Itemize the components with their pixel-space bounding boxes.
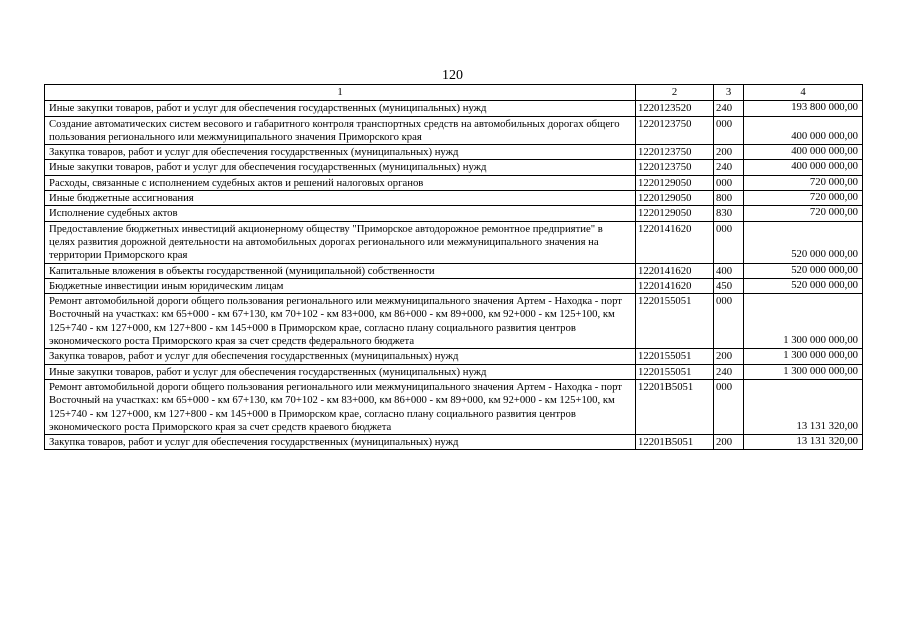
row-amount-cell: 13 131 320,00 <box>744 435 863 450</box>
table-row <box>45 206 863 221</box>
row-code-cell: 1220141620 <box>636 221 714 263</box>
row-amount-cell: 400 000 000,00 <box>744 160 863 175</box>
row-name-cell: Капитальные вложения в объекты государственной (муниципальной) собственности <box>45 263 636 278</box>
table-row <box>45 101 863 116</box>
row-code-cell: 1220129050 <box>636 206 714 221</box>
row-code-cell: 1220155051 <box>636 349 714 364</box>
row-name-cell: Иные закупки товаров, работ и услуг для обеспечения государственных (муниципальных) нужд <box>45 160 636 175</box>
row-type-cell: 830 <box>714 206 744 221</box>
row-code-cell: 1220129050 <box>636 191 714 206</box>
table-row <box>45 116 863 145</box>
row-code-cell: 1220123750 <box>636 160 714 175</box>
table-row <box>45 294 863 349</box>
table-row <box>45 263 863 278</box>
row-amount-cell: 13 131 320,00 <box>744 379 863 434</box>
table-row <box>45 160 863 175</box>
row-amount-cell: 520 000 000,00 <box>744 278 863 293</box>
row-amount-cell: 720 000,00 <box>744 206 863 221</box>
row-type-cell: 200 <box>714 349 744 364</box>
row-amount-cell: 520 000 000,00 <box>744 221 863 263</box>
header-cell-4: 4 <box>744 85 863 101</box>
row-name-cell: Предоставление бюджетных инвестиций акционерному обществу "Приморское автодорожное ремонтное предприятие" в целях развития дорожной деятельности на автомобильных дорогах регионального или межмуниципального значения на территории Приморского края <box>45 221 636 263</box>
table-row <box>45 364 863 379</box>
row-code-cell: 1220141620 <box>636 263 714 278</box>
header-cell-3: 3 <box>714 85 744 101</box>
table-row <box>45 349 863 364</box>
row-code-cell: 12201В5051 <box>636 435 714 450</box>
row-amount-cell: 400 000 000,00 <box>744 116 863 145</box>
row-code-cell: 1220129050 <box>636 175 714 190</box>
table-header-row <box>45 85 863 101</box>
row-code-cell: 1220123750 <box>636 116 714 145</box>
budget-table <box>44 84 863 450</box>
row-code-cell: 1220155051 <box>636 294 714 349</box>
row-name-cell: Ремонт автомобильной дороги общего пользования регионального или межмуниципального значения Артем - Находка - порт Восточный на участках: км 65+000 - км 67+130, км 70+102 - км 83+000, км 86+000 - км 89+000, км 92+000 - км 125+100, км 125+740 - км 127+000, км 127+800 - км 145+000 в Приморском крае, согласно плану социального развития центров экономического роста Приморского края за счет средств федерального бюджета <box>45 294 636 349</box>
row-type-cell: 000 <box>714 221 744 263</box>
row-type-cell: 240 <box>714 101 744 116</box>
row-name-cell: Иные закупки товаров, работ и услуг для обеспечения государственных (муниципальных) нужд <box>45 101 636 116</box>
row-amount-cell: 193 800 000,00 <box>744 101 863 116</box>
row-amount-cell: 1 300 000 000,00 <box>744 294 863 349</box>
row-type-cell: 000 <box>714 294 744 349</box>
row-type-cell: 240 <box>714 160 744 175</box>
row-type-cell: 240 <box>714 364 744 379</box>
row-type-cell: 450 <box>714 278 744 293</box>
row-type-cell: 000 <box>714 379 744 434</box>
table-row <box>45 278 863 293</box>
table-row <box>45 379 863 434</box>
table-body <box>45 85 863 450</box>
row-name-cell: Закупка товаров, работ и услуг для обеспечения государственных (муниципальных) нужд <box>45 145 636 160</box>
page-number: 120 <box>442 68 463 83</box>
row-type-cell: 800 <box>714 191 744 206</box>
row-name-cell: Исполнение судебных актов <box>45 206 636 221</box>
row-type-cell: 000 <box>714 175 744 190</box>
row-name-cell: Иные закупки товаров, работ и услуг для обеспечения государственных (муниципальных) нужд <box>45 364 636 379</box>
table-row <box>45 435 863 450</box>
table-row <box>45 145 863 160</box>
row-code-cell: 1220123750 <box>636 145 714 160</box>
row-code-cell: 12201В5051 <box>636 379 714 434</box>
row-name-cell: Закупка товаров, работ и услуг для обеспечения государственных (муниципальных) нужд <box>45 435 636 450</box>
row-name-cell: Бюджетные инвестиции иным юридическим лицам <box>45 278 636 293</box>
row-type-cell: 400 <box>714 263 744 278</box>
row-amount-cell: 1 300 000 000,00 <box>744 364 863 379</box>
row-name-cell: Расходы, связанные с исполнением судебных актов и решений налоговых органов <box>45 175 636 190</box>
header-cell-1: 1 <box>45 85 636 101</box>
row-code-cell: 1220123520 <box>636 101 714 116</box>
header-cell-2: 2 <box>636 85 714 101</box>
row-amount-cell: 520 000 000,00 <box>744 263 863 278</box>
row-amount-cell: 720 000,00 <box>744 175 863 190</box>
row-name-cell: Закупка товаров, работ и услуг для обеспечения государственных (муниципальных) нужд <box>45 349 636 364</box>
row-name-cell: Создание автоматических систем весового и габаритного контроля транспортных средств на автомобильных дорогах общего пользования регионального или межмуниципального значения Приморского края <box>45 116 636 145</box>
row-amount-cell: 1 300 000 000,00 <box>744 349 863 364</box>
row-code-cell: 1220141620 <box>636 278 714 293</box>
row-type-cell: 200 <box>714 145 744 160</box>
row-type-cell: 000 <box>714 116 744 145</box>
row-code-cell: 1220155051 <box>636 364 714 379</box>
table-row <box>45 175 863 190</box>
row-amount-cell: 400 000 000,00 <box>744 145 863 160</box>
row-type-cell: 200 <box>714 435 744 450</box>
row-name-cell: Ремонт автомобильной дороги общего пользования регионального или межмуниципального значения Артем - Находка - порт Восточный на участках: км 65+000 - км 67+130, км 70+102 - км 83+000, км 86+000 - км 89+000, км 92+000 - км 125+100, км 125+740 - км 127+000, км 127+800 - км 145+000 в Приморском крае, согласно плану социального развития центров экономического роста Приморского края за счет средств краевого бюджета <box>45 379 636 434</box>
table-row <box>45 191 863 206</box>
row-name-cell: Иные бюджетные ассигнования <box>45 191 636 206</box>
table-row <box>45 221 863 263</box>
row-amount-cell: 720 000,00 <box>744 191 863 206</box>
